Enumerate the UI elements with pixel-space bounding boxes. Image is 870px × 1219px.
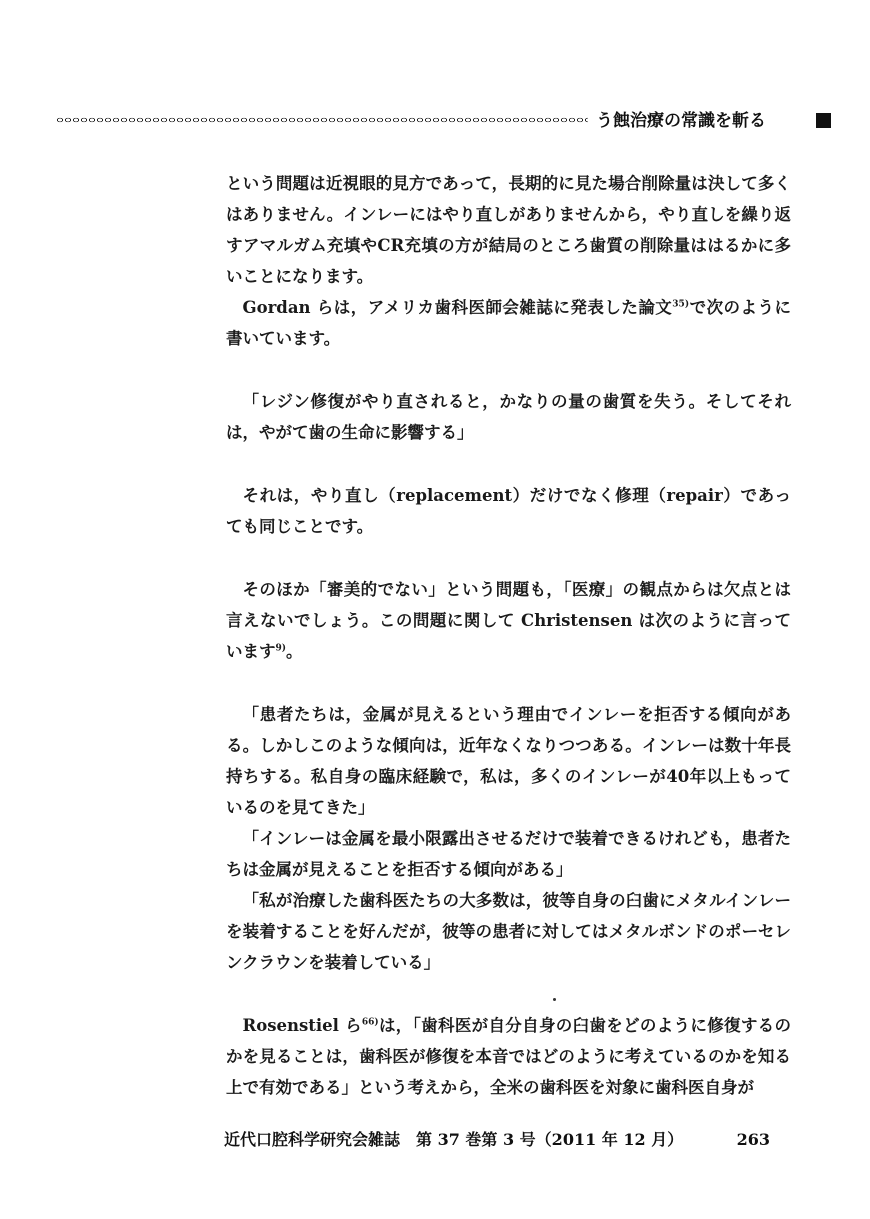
quotation: 「インレーは金属を最小限露出させるだけで装着できるけれども，患者たちは金属が見えることを拒否する傾向がある」 bbox=[226, 829, 791, 879]
body-paragraph: それは，やり直し（replacement）だけでなく修理（repair）であっても同じことです。 bbox=[226, 486, 791, 536]
article-body bbox=[226, 168, 791, 1103]
scan-speck bbox=[553, 998, 556, 1001]
paragraph-text: Gordan らは，アメリカ歯科医師会雑誌に発表した論文 bbox=[242, 298, 673, 317]
running-header bbox=[56, 108, 816, 134]
paragraph-text: は，「歯科医が自分自身の臼歯をどのように修復するのかを見ることは，歯科医が修復を本音ではどのように考えているのかを知る上で有効である」という考えから，全米の歯科医を対象に歯科医自身が bbox=[226, 1016, 791, 1097]
body-paragraph bbox=[226, 1010, 791, 1103]
paragraph-text: で次のように書いています。 bbox=[226, 298, 792, 348]
page-number: 263 bbox=[736, 1130, 770, 1149]
body-paragraph bbox=[226, 574, 791, 667]
body-paragraph bbox=[226, 292, 791, 354]
black-square-marker bbox=[816, 113, 831, 128]
body-paragraph: という問題は近視眼的見方であって，長期的に見た場合削除量は決して多くはありません。インレーにはやり直しがありませんから，やり直しを繰り返すアマルガム充填やCR充填の方が結局のところ歯質の削除量ははるかに多いことになります。 bbox=[226, 174, 791, 286]
journal-citation: 近代口腔科学研究会雑誌 第 37 巻第 3 号（2011 年 12 月） bbox=[224, 1130, 684, 1149]
citation-ref: 35) bbox=[672, 299, 690, 310]
citation-ref: 66) bbox=[361, 1017, 379, 1028]
citation-ref: 9) bbox=[275, 643, 287, 654]
quotation: 「レジン修復がやり直されると，かなりの量の歯質を失う。そしてそれは，やがて歯の生命に影響する」 bbox=[226, 392, 791, 442]
page-footer bbox=[224, 1128, 784, 1152]
paragraph-text: 。 bbox=[286, 642, 303, 661]
paragraph-text: Rosenstiel ら bbox=[242, 1016, 362, 1035]
paragraph-text: そのほか「審美的でない」という問題も，「医療」の観点からは欠点とは言えないでしょう。この問題に関して Christensen は次のように言っています bbox=[226, 580, 791, 661]
running-header-title: う蝕治療の常識を斬る bbox=[596, 111, 766, 131]
decorative-chain-rule bbox=[56, 114, 588, 126]
quotation: 「私が治療した歯科医たちの大多数は，彼等自身の臼歯にメタルインレーを装着することを好んだが，彼等の患者に対してはメタルボンドのポーセレンクラウンを装着している」 bbox=[226, 891, 791, 972]
quotation: 「患者たちは，金属が見えるという理由でインレーを拒否する傾向がある。しかしこのような傾向は，近年なくなりつつある。インレーは数十年長持ちする。私自身の臨床経験で，私は，多くのインレーが40年以上もっているのを見てきた」 bbox=[226, 705, 791, 817]
